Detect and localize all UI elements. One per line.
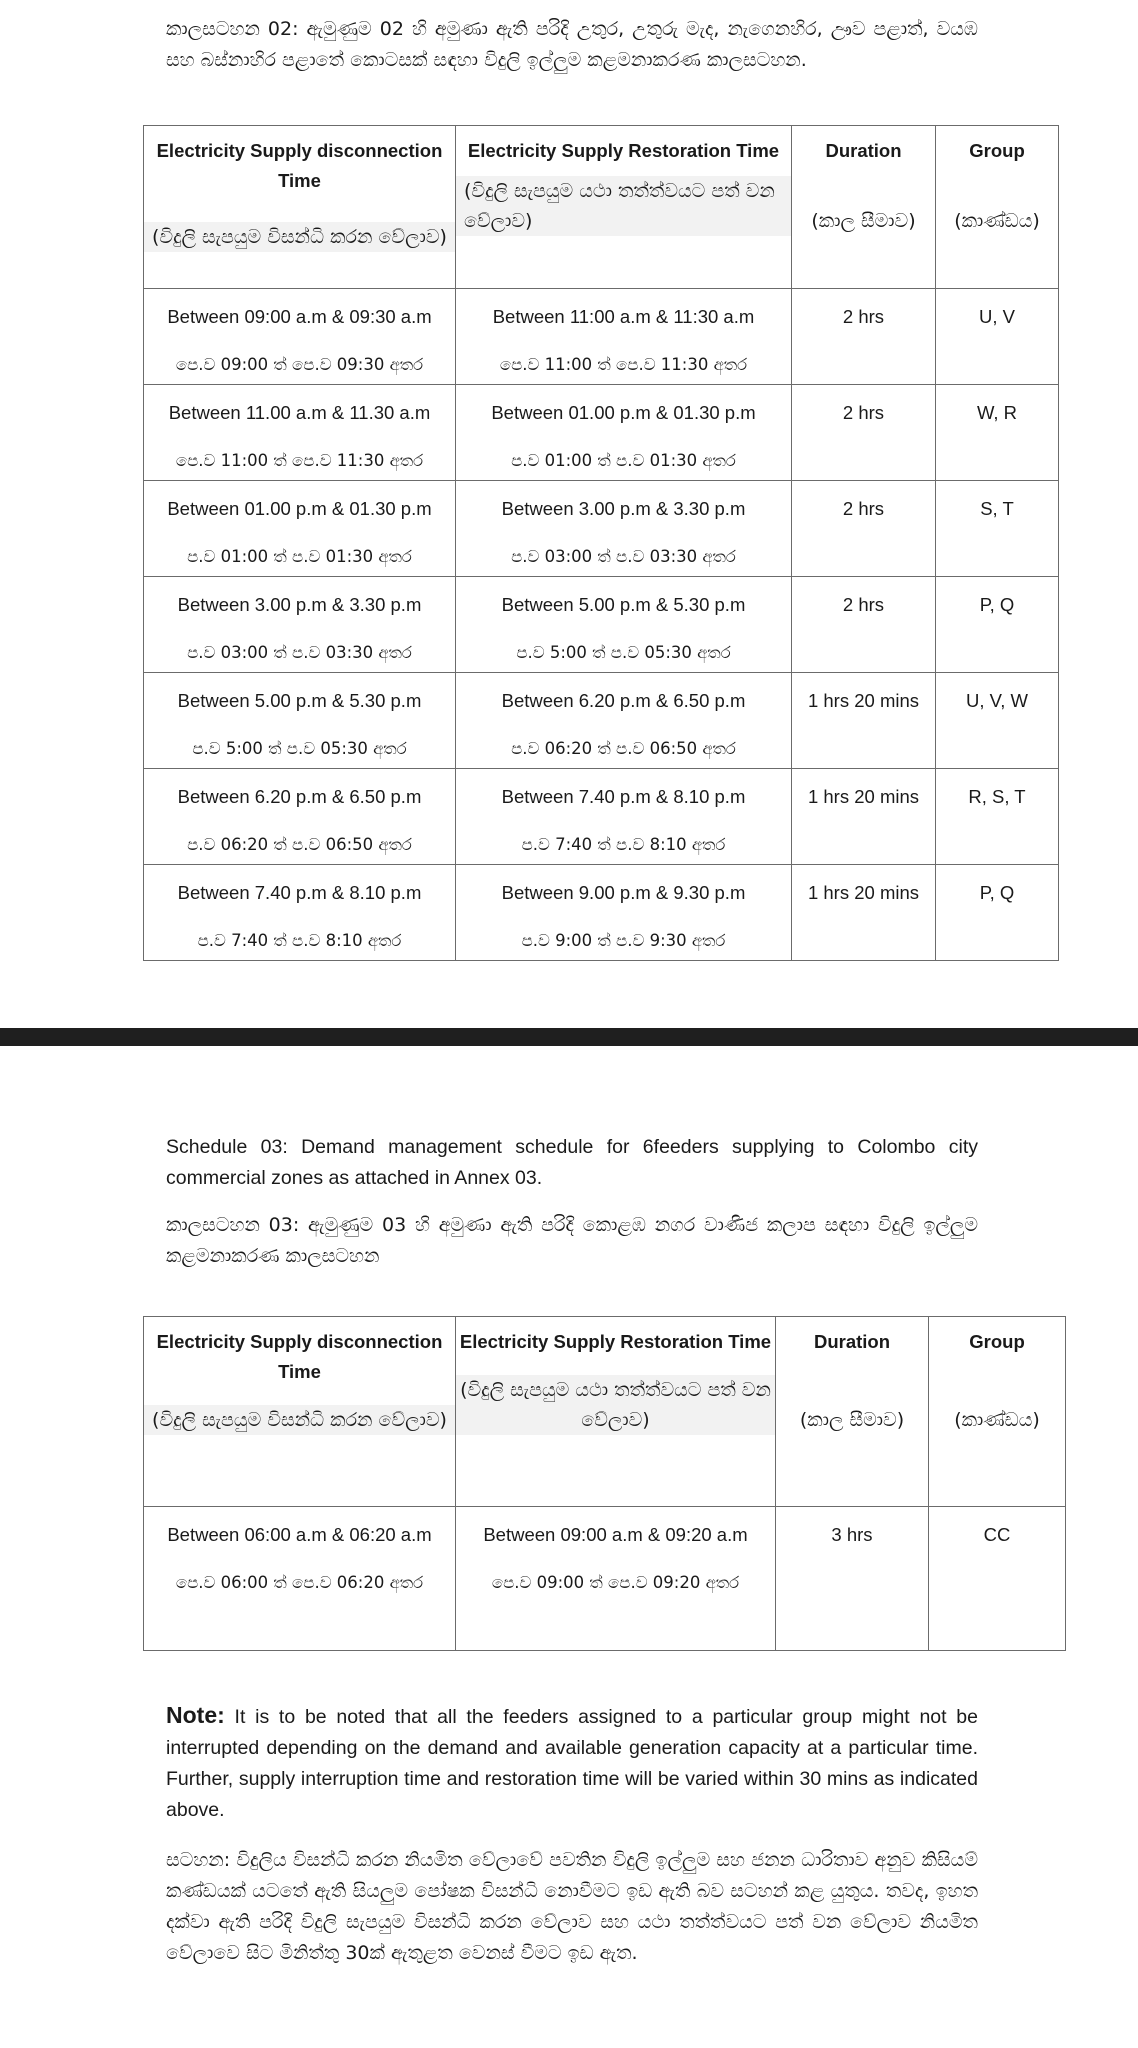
schedule-03-table (143, 1316, 1066, 1651)
restoration-res-si: පෙ.ව 09:00 ත් පෙ.ව 09:20 අතර (491, 1573, 740, 1592)
restoration-cell (456, 481, 792, 577)
note-si: සටහන: විදුලිය විසන්ධි කරන නියමිත වේලාවේ පවතින විදුලි ඉල්ලුම සහ ජනන ධාරිතාව අනුව කිසියම් කණ්ඩයක් යටතේ ඇති සියලුම පෝෂක විසන්ධි නොවීමට ඉඩ ඇති බව සටහන් කළ යුතුය. තවද, ඉහත දක්වා ඇති පරිදි විදුලි සැපයුම විසන්ධි කරන වේලාව සහ යථා තත්ත්වයට පත් වන වේලාව නියමිත වේලාවෙ සිට මිනිත්තු 30ක් ඇතුළත වෙනස් වීමට ඉඩ ඇත. (166, 1849, 978, 1964)
restoration-res-si: ප.ව 5:00 ත් ප.ව 05:30 අතර (516, 643, 731, 662)
restoration-cell (456, 577, 792, 673)
duration-duration: 1 hrs 20 mins (807, 882, 920, 903)
group-cell (936, 865, 1059, 961)
duration-duration: 2 hrs (842, 402, 885, 423)
group-group: U, V, W (965, 690, 1029, 711)
disconnection-cell (144, 769, 456, 865)
restoration-cell (456, 1507, 776, 1651)
disconnection-dis-en: Between 3.00 p.m & 3.30 p.m (177, 594, 422, 615)
group-group: S, T (980, 498, 1014, 519)
schedule-02-heading-si: කාලසටහන 02: ඇමුණුම 02 හි අමුණා ඇති පරිදි උතුර, උතුරු මැද, නැගෙනහිර, ඌව පළාත්, වයඹ සහ බස්නාහිර පළාතේ කොටසක් සඳහා විදුලි ඉල්ලුම කළමනාකරණ කාලසටහන. (166, 18, 978, 71)
group-cell (936, 481, 1059, 577)
duration-duration: 2 hrs (842, 498, 885, 519)
group-group: CC (983, 1524, 1011, 1545)
table-row (144, 673, 1059, 769)
restoration-res-en: Between 09:00 a.m & 09:20 a.m (483, 1524, 748, 1545)
header-group-si: (කාණ්ඩය) (954, 210, 1040, 232)
restoration-res-si: ප.ව 03:00 ත් ප.ව 03:30 අතර (511, 547, 736, 566)
duration-cell (776, 1507, 929, 1651)
table-header-row (144, 126, 1059, 289)
disconnection-cell (144, 865, 456, 961)
duration-cell (792, 577, 936, 673)
duration-duration: 2 hrs (842, 594, 885, 615)
restoration-res-en: Between 11:00 a.m & 11:30 a.m (492, 306, 755, 327)
header-disconnection-si: (විදුලි සැපයුම විසන්ධි කරන වේලාව) (144, 1405, 455, 1435)
table-row (144, 577, 1059, 673)
disconnection-cell (144, 577, 456, 673)
restoration-res-si: ප.ව 06:20 ත් ප.ව 06:50 අතර (511, 739, 736, 758)
restoration-res-si: ප.ව 7:40 ත් ප.ව 8:10 අතර (521, 835, 726, 854)
restoration-res-en: Between 5.00 p.m & 5.30 p.m (501, 594, 746, 615)
disconnection-dis-si: පෙ.ව 11:00 ත් පෙ.ව 11:30 අතර (175, 451, 424, 470)
restoration-cell (456, 673, 792, 769)
disconnection-cell (144, 481, 456, 577)
duration-cell (792, 769, 936, 865)
restoration-res-si: පෙ.ව 11:00 ත් පෙ.ව 11:30 අතර (499, 355, 748, 374)
duration-duration: 1 hrs 20 mins (807, 786, 920, 807)
table-row (144, 385, 1059, 481)
disconnection-dis-si: පෙ.ව 06:00 ත් පෙ.ව 06:20 අතර (175, 1573, 424, 1592)
header-group: Group (කාණ්ඩය) (929, 1317, 1066, 1507)
group-group: W, R (976, 402, 1018, 423)
group-cell (936, 577, 1059, 673)
disconnection-dis-en: Between 06:00 a.m & 06:20 a.m (167, 1524, 432, 1545)
group-cell (936, 769, 1059, 865)
header-restoration: Electricity Supply Restoration Time (විදුලි සැපයුම යථා තත්ත්වයට පත් වන වේලාව) (456, 126, 792, 289)
header-duration: Duration (කාල සීමාව) (792, 126, 936, 289)
duration-cell (792, 673, 936, 769)
duration-cell (792, 289, 936, 385)
disconnection-dis-en: Between 09:00 a.m & 09:30 a.m (167, 306, 432, 327)
page-divider (0, 1028, 1138, 1046)
restoration-res-en: Between 9.00 p.m & 9.30 p.m (501, 882, 746, 903)
disconnection-dis-en: Between 11.00 a.m & 11.30 a.m (168, 402, 431, 423)
header-restoration-si: (විදුලි සැපයුම යථා තත්ත්වයට පත් වන වේලාව) (456, 176, 791, 236)
table-row (144, 769, 1059, 865)
table-row (144, 1507, 1066, 1651)
header-disconnection: Electricity Supply disconnection Time (විදුලි සැපයුම විසන්ධි කරන වේලාව) (144, 126, 456, 289)
disconnection-dis-en: Between 5.00 p.m & 5.30 p.m (177, 690, 422, 711)
header-duration: Duration (කාල සීමාව) (776, 1317, 929, 1507)
disconnection-dis-si: ප.ව 01:00 ත් ප.ව 01:30 අතර (187, 547, 412, 566)
group-group: P, Q (979, 882, 1015, 903)
disconnection-cell (144, 1507, 456, 1651)
header-disconnection-si: (විදුලි සැපයුම විසන්ධි කරන වේලාව) (144, 222, 455, 252)
duration-cell (792, 385, 936, 481)
header-restoration-si: (විදුලි සැපයුම යථා තත්ත්වයට පත් වන වේලාව) (456, 1375, 775, 1435)
table-row (144, 865, 1059, 961)
disconnection-cell (144, 289, 456, 385)
restoration-cell (456, 769, 792, 865)
header-duration-si: (කාල සීමාව) (799, 1409, 905, 1431)
table-row (144, 289, 1059, 385)
group-group: R, S, T (968, 786, 1026, 807)
restoration-res-si: ප.ව 9:00 ත් ප.ව 9:30 අතර (521, 931, 726, 950)
group-cell (936, 289, 1059, 385)
header-disconnection: Electricity Supply disconnection Time (විදුලි සැපයුම විසන්ධි කරන වේලාව) (144, 1317, 456, 1507)
restoration-res-en: Between 3.00 p.m & 3.30 p.m (501, 498, 746, 519)
group-group: U, V (979, 306, 1015, 327)
header-duration-si: (කාල සීමාව) (811, 210, 916, 232)
restoration-cell (456, 385, 792, 481)
schedule-02-table (143, 125, 1059, 961)
restoration-res-en: Between 6.20 p.m & 6.50 p.m (501, 690, 746, 711)
restoration-res-si: ප.ව 01:00 ත් ප.ව 01:30 අතර (511, 451, 736, 470)
schedule-03-heading-si: කාලසටහන 03: ඇමුණුම 03 හි අමුණා ඇති පරිදි කොළඹ නගර වාණිජ කලාප සඳහා විදුලි ඉල්ලුම කළමනාකරණ කාලසටහන (166, 1214, 978, 1267)
disconnection-cell (144, 385, 456, 481)
note-text-en: It is to be noted that all the feeders assigned to a particular group might not be interrupted depending on the demand and available generation capacity at a particular time. Further, supply interruption time and restoration time will be varied within 30 mins as indicated above. (166, 1706, 978, 1821)
schedule-03-heading-en: Schedule 03: Demand management schedule for 6feeders supplying to Colombo city commercial zones as attached in Annex 03. (166, 1136, 978, 1189)
restoration-cell (456, 865, 792, 961)
group-cell (929, 1507, 1066, 1651)
disconnection-dis-en: Between 7.40 p.m & 8.10 p.m (177, 882, 422, 903)
disconnection-dis-si: ප.ව 7:40 ත් ප.ව 8:10 අතර (197, 931, 402, 950)
disconnection-dis-en: Between 01.00 p.m & 01.30 p.m (167, 498, 432, 519)
disconnection-dis-si: පෙ.ව 09:00 ත් පෙ.ව 09:30 අතර (175, 355, 424, 374)
restoration-cell (456, 289, 792, 385)
disconnection-dis-si: ප.ව 03:00 ත් ප.ව 03:30 අතර (187, 643, 412, 662)
note-label: Note: (166, 1702, 225, 1728)
duration-duration: 1 hrs 20 mins (807, 690, 920, 711)
disconnection-dis-en: Between 6.20 p.m & 6.50 p.m (177, 786, 422, 807)
disconnection-dis-si: ප.ව 06:20 ත් ප.ව 06:50 අතර (187, 835, 412, 854)
group-cell (936, 673, 1059, 769)
disconnection-dis-si: ප.ව 5:00 ත් ප.ව 05:30 අතර (192, 739, 407, 758)
group-group: P, Q (979, 594, 1015, 615)
duration-cell (792, 481, 936, 577)
duration-duration: 2 hrs (842, 306, 885, 327)
header-group: Group (කාණ්ඩය) (936, 126, 1059, 289)
restoration-res-en: Between 01.00 p.m & 01.30 p.m (491, 402, 756, 423)
duration-duration: 3 hrs (831, 1524, 873, 1545)
header-restoration: Electricity Supply Restoration Time (විදුලි සැපයුම යථා තත්ත්වයට පත් වන වේලාව) (456, 1317, 776, 1507)
note-en (166, 1700, 978, 1826)
disconnection-cell (144, 673, 456, 769)
table-row (144, 481, 1059, 577)
duration-cell (792, 865, 936, 961)
restoration-res-en: Between 7.40 p.m & 8.10 p.m (501, 786, 746, 807)
header-group-si: (කාණ්ඩය) (954, 1409, 1040, 1431)
table-header-row (144, 1317, 1066, 1507)
group-cell (936, 385, 1059, 481)
